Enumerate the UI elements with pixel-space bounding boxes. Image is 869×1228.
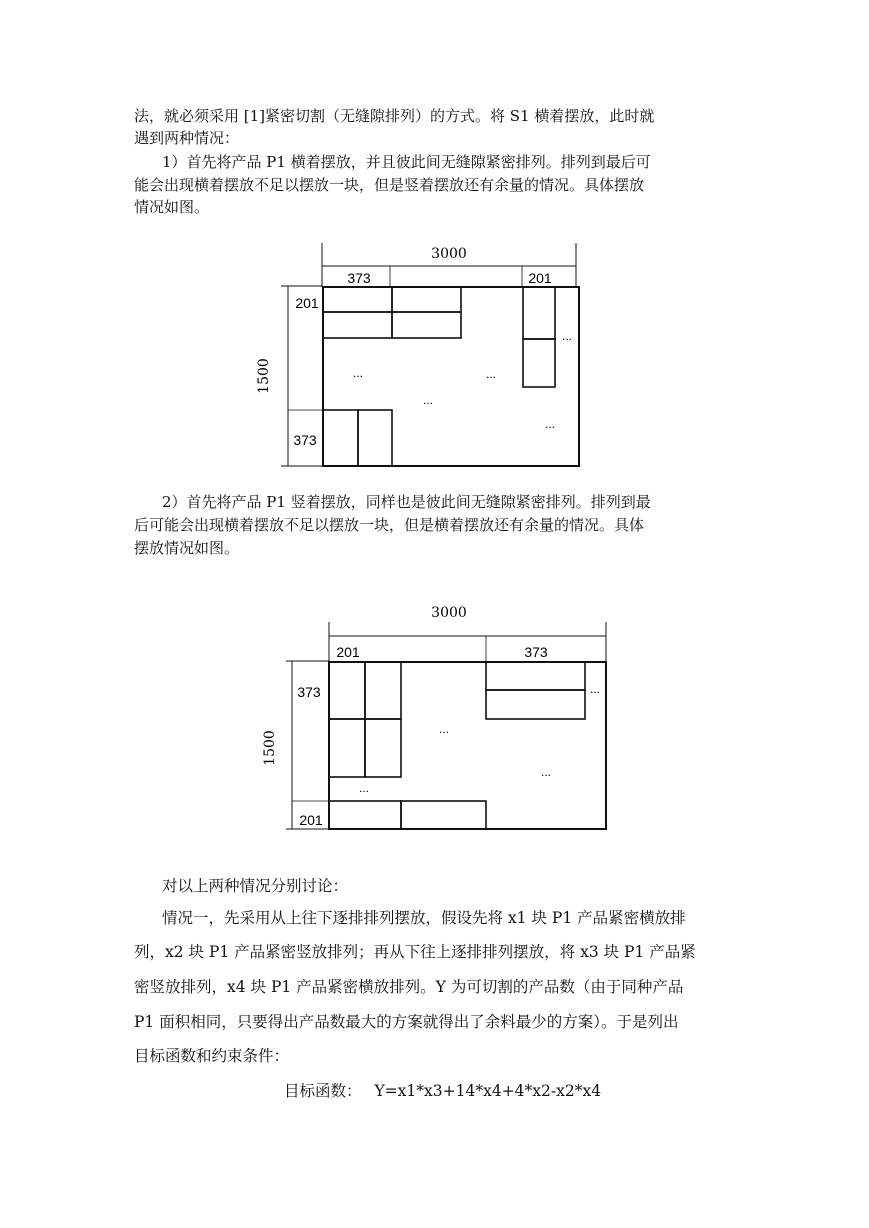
ellipsis: ... xyxy=(589,682,601,696)
left-bottom-label: 373 xyxy=(293,432,317,448)
ellipsis: ... xyxy=(561,329,573,343)
text-line: 情况如图。 xyxy=(134,198,210,216)
width-label: 3000 xyxy=(431,246,467,262)
text-line: 目标函数和约束条件： xyxy=(134,1047,290,1065)
text-line: 法，就必须采用 [1]紧密切割（无缝隙排列）的方式。将 S1 横着摆放，此时就 xyxy=(134,107,655,125)
left-top-label: 201 xyxy=(295,295,319,311)
text-line: 1）首先将产品 P1 横着摆放，并且彼此间无缝隙紧密排列。排列到最后可 xyxy=(162,153,651,171)
top-right-label: 201 xyxy=(528,270,552,286)
text-line: 能会出现横着摆放不足以摆放一块，但是竖着摆放还有余量的情况。具体摆放 xyxy=(134,176,645,194)
text-line: 2）首先将产品 P1 竖着摆放，同样也是彼此间无缝隙紧密排列。排列到最 xyxy=(162,493,651,511)
text-line: 密竖放排列，x4 块 P1 产品紧密横放排列。Y 为可切割的产品数（由于同种产品 xyxy=(134,978,684,996)
text-line: P1 面积相同，只要得出产品数最大的方案就得出了余料最少的方案）。于是列出 xyxy=(134,1013,679,1031)
left-top-label: 373 xyxy=(297,684,321,700)
text-line: 情况一，先采用从上往下逐排排列摆放，假设先将 x1 块 P1 产品紧密横放排 xyxy=(162,909,686,927)
left-bottom-label: 201 xyxy=(299,812,323,828)
formula-label: 目标函数： xyxy=(284,1082,362,1100)
top-right-label: 373 xyxy=(524,644,548,660)
ellipsis: ... xyxy=(438,722,450,736)
width-label: 3000 xyxy=(431,605,467,621)
top-left-label: 373 xyxy=(347,270,371,286)
top-left-label: 201 xyxy=(336,644,360,660)
ellipsis: ... xyxy=(352,366,364,380)
formula-expression: Y=x1*x3+14*x4+4*x2-x2*x4 xyxy=(374,1082,602,1100)
text-line: 遇到两种情况： xyxy=(134,129,240,147)
height-label: 1500 xyxy=(262,730,278,766)
formula xyxy=(284,1079,601,1101)
text-line: 对以上两种情况分别讨论： xyxy=(162,877,349,895)
ellipsis: ... xyxy=(540,765,552,779)
text-line: 后可能会出现横着摆放不足以摆放一块，但是横着摆放还有余量的情况。具体 xyxy=(134,516,645,534)
ellipsis: ... xyxy=(485,367,497,381)
height-label: 1500 xyxy=(256,358,272,394)
ellipsis: ... xyxy=(422,393,434,407)
text-line: 摆放情况如图。 xyxy=(134,539,240,557)
text-line: 列，x2 块 P1 产品紧密竖放排列；再从下往上逐排排列摆放，将 x3 块 P1 产品紧 xyxy=(134,943,696,961)
ellipsis: ... xyxy=(358,781,370,795)
ellipsis: ... xyxy=(544,417,556,431)
